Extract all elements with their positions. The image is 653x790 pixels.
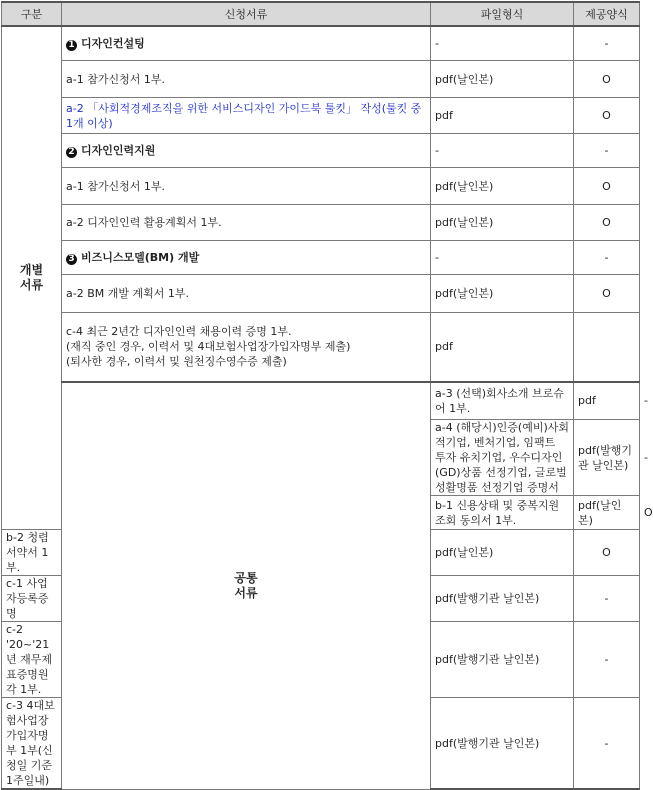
table-row — [2, 275, 640, 313]
document-name: b-1 신용상태 및 중복지원 조회 동의서 1부. — [431, 496, 574, 530]
file-format: pdf(날인본) — [431, 168, 574, 205]
file-format: - — [431, 241, 574, 275]
document-name: a-1 참가신청서 1부. — [62, 61, 431, 98]
document-name: c-4 최근 2년간 디자인인력 채용이력 증명 1부. (재직 중인 경우, 이력서 및 4대보험사업장가입자명부 제출) (퇴사한 경우, 이력서 및 원천징수영수증 제출) — [62, 313, 431, 382]
file-format: pdf(날인본) — [574, 496, 640, 530]
provided: - — [574, 241, 640, 275]
group-common: 공통 서류 — [62, 382, 431, 790]
group-individual: 개별 서류 — [2, 26, 62, 530]
file-format: pdf(발행기관 날인본) — [574, 420, 640, 496]
document-name: c-1 사업자등록증명 — [2, 576, 62, 622]
provided: - — [574, 26, 640, 61]
file-format: pdf(발행기관 날인본) — [431, 576, 574, 622]
table-row — [2, 61, 640, 98]
document-table — [1, 1, 653, 790]
table-row: 공통 서류 a-3 (선택)회사소개 브로슈어 1부. pdf - — [2, 382, 640, 420]
section-title: 디자인컨설팅 — [81, 37, 145, 50]
section-row — [2, 26, 640, 61]
section-title: 디자인인력지원 — [81, 144, 156, 157]
header-provision: 제공양식 — [574, 2, 640, 26]
table-row — [2, 205, 640, 241]
document-name: c-3 4대보험사업장가입자명부 1부(신청일 기준 1주일내) — [2, 698, 62, 790]
provided: - — [574, 576, 640, 622]
document-name: c-2 '20~'21년 재무제표증명원 각 1부. — [2, 622, 62, 698]
provided: O — [574, 98, 640, 134]
section-number-badge: 3 — [66, 254, 77, 265]
document-name: a-2 BM 개발 계획서 1부. — [62, 275, 431, 313]
document-name: a-4 (해당시)인증(예비)사회적기업, 벤처기업, 임팩트 투자 유치기업, 우수디자인(GD)상품 선정기업, 글로벌성활명품 선정기업 증명서 — [431, 420, 574, 496]
file-format: pdf(발행기관 날인본) — [431, 622, 574, 698]
document-name: a-2 「사회적경제조직을 위한 서비스디자인 가이드북 툴킷」 작성(툴킷 중 1개 이상) — [62, 98, 431, 134]
provided: O — [574, 275, 640, 313]
file-format: - — [431, 26, 574, 61]
section-number-badge: 2 — [66, 147, 77, 158]
document-name: a-2 디자인인력 활용계획서 1부. — [62, 205, 431, 241]
section-row — [2, 241, 640, 275]
section-number-badge: 1 — [66, 40, 77, 51]
file-format: pdf — [431, 98, 574, 134]
header-category: 구분 — [2, 2, 62, 26]
file-format: pdf(날인본) — [431, 530, 574, 576]
file-format: pdf(날인본) — [431, 275, 574, 313]
provided: O — [574, 168, 640, 205]
provided: - — [574, 698, 640, 790]
provided: O — [574, 205, 640, 241]
file-format: pdf(발행기관 날인본) — [431, 698, 574, 790]
header-document: 신청서류 — [62, 2, 431, 26]
header-row — [2, 2, 640, 26]
table-row: b-1 신용상태 및 중복지원 조회 동의서 1부. pdf(날인본) O — [2, 496, 640, 530]
provided: - — [574, 622, 640, 698]
provided: O — [574, 61, 640, 98]
provided: - — [574, 134, 640, 168]
file-format: - — [431, 134, 574, 168]
file-format: pdf(날인본) — [431, 205, 574, 241]
document-name: a-3 (선택)회사소개 브로슈어 1부. — [431, 382, 574, 420]
provided — [574, 313, 640, 382]
provided: O — [574, 530, 640, 576]
document-name: a-1 참가신청서 1부. — [62, 168, 431, 205]
section-row — [2, 134, 640, 168]
table-row — [2, 98, 640, 134]
section-title: 비즈니스모델(BM) 개발 — [81, 251, 200, 264]
file-format: pdf(날인본) — [431, 61, 574, 98]
table-row: a-4 (해당시)인증(예비)사회적기업, 벤처기업, 임팩트 투자 유치기업, 우수디자인(GD)상품 선정기업, 글로벌성활명품 선정기업 증명서 pdf(발행기관 날인본) - — [2, 420, 640, 496]
file-format: pdf — [574, 382, 640, 420]
table-row — [2, 313, 640, 382]
document-name: b-2 청렴서약서 1부. — [2, 530, 62, 576]
table-row — [2, 168, 640, 205]
header-file-format: 파일형식 — [431, 2, 574, 26]
file-format: pdf — [431, 313, 574, 382]
